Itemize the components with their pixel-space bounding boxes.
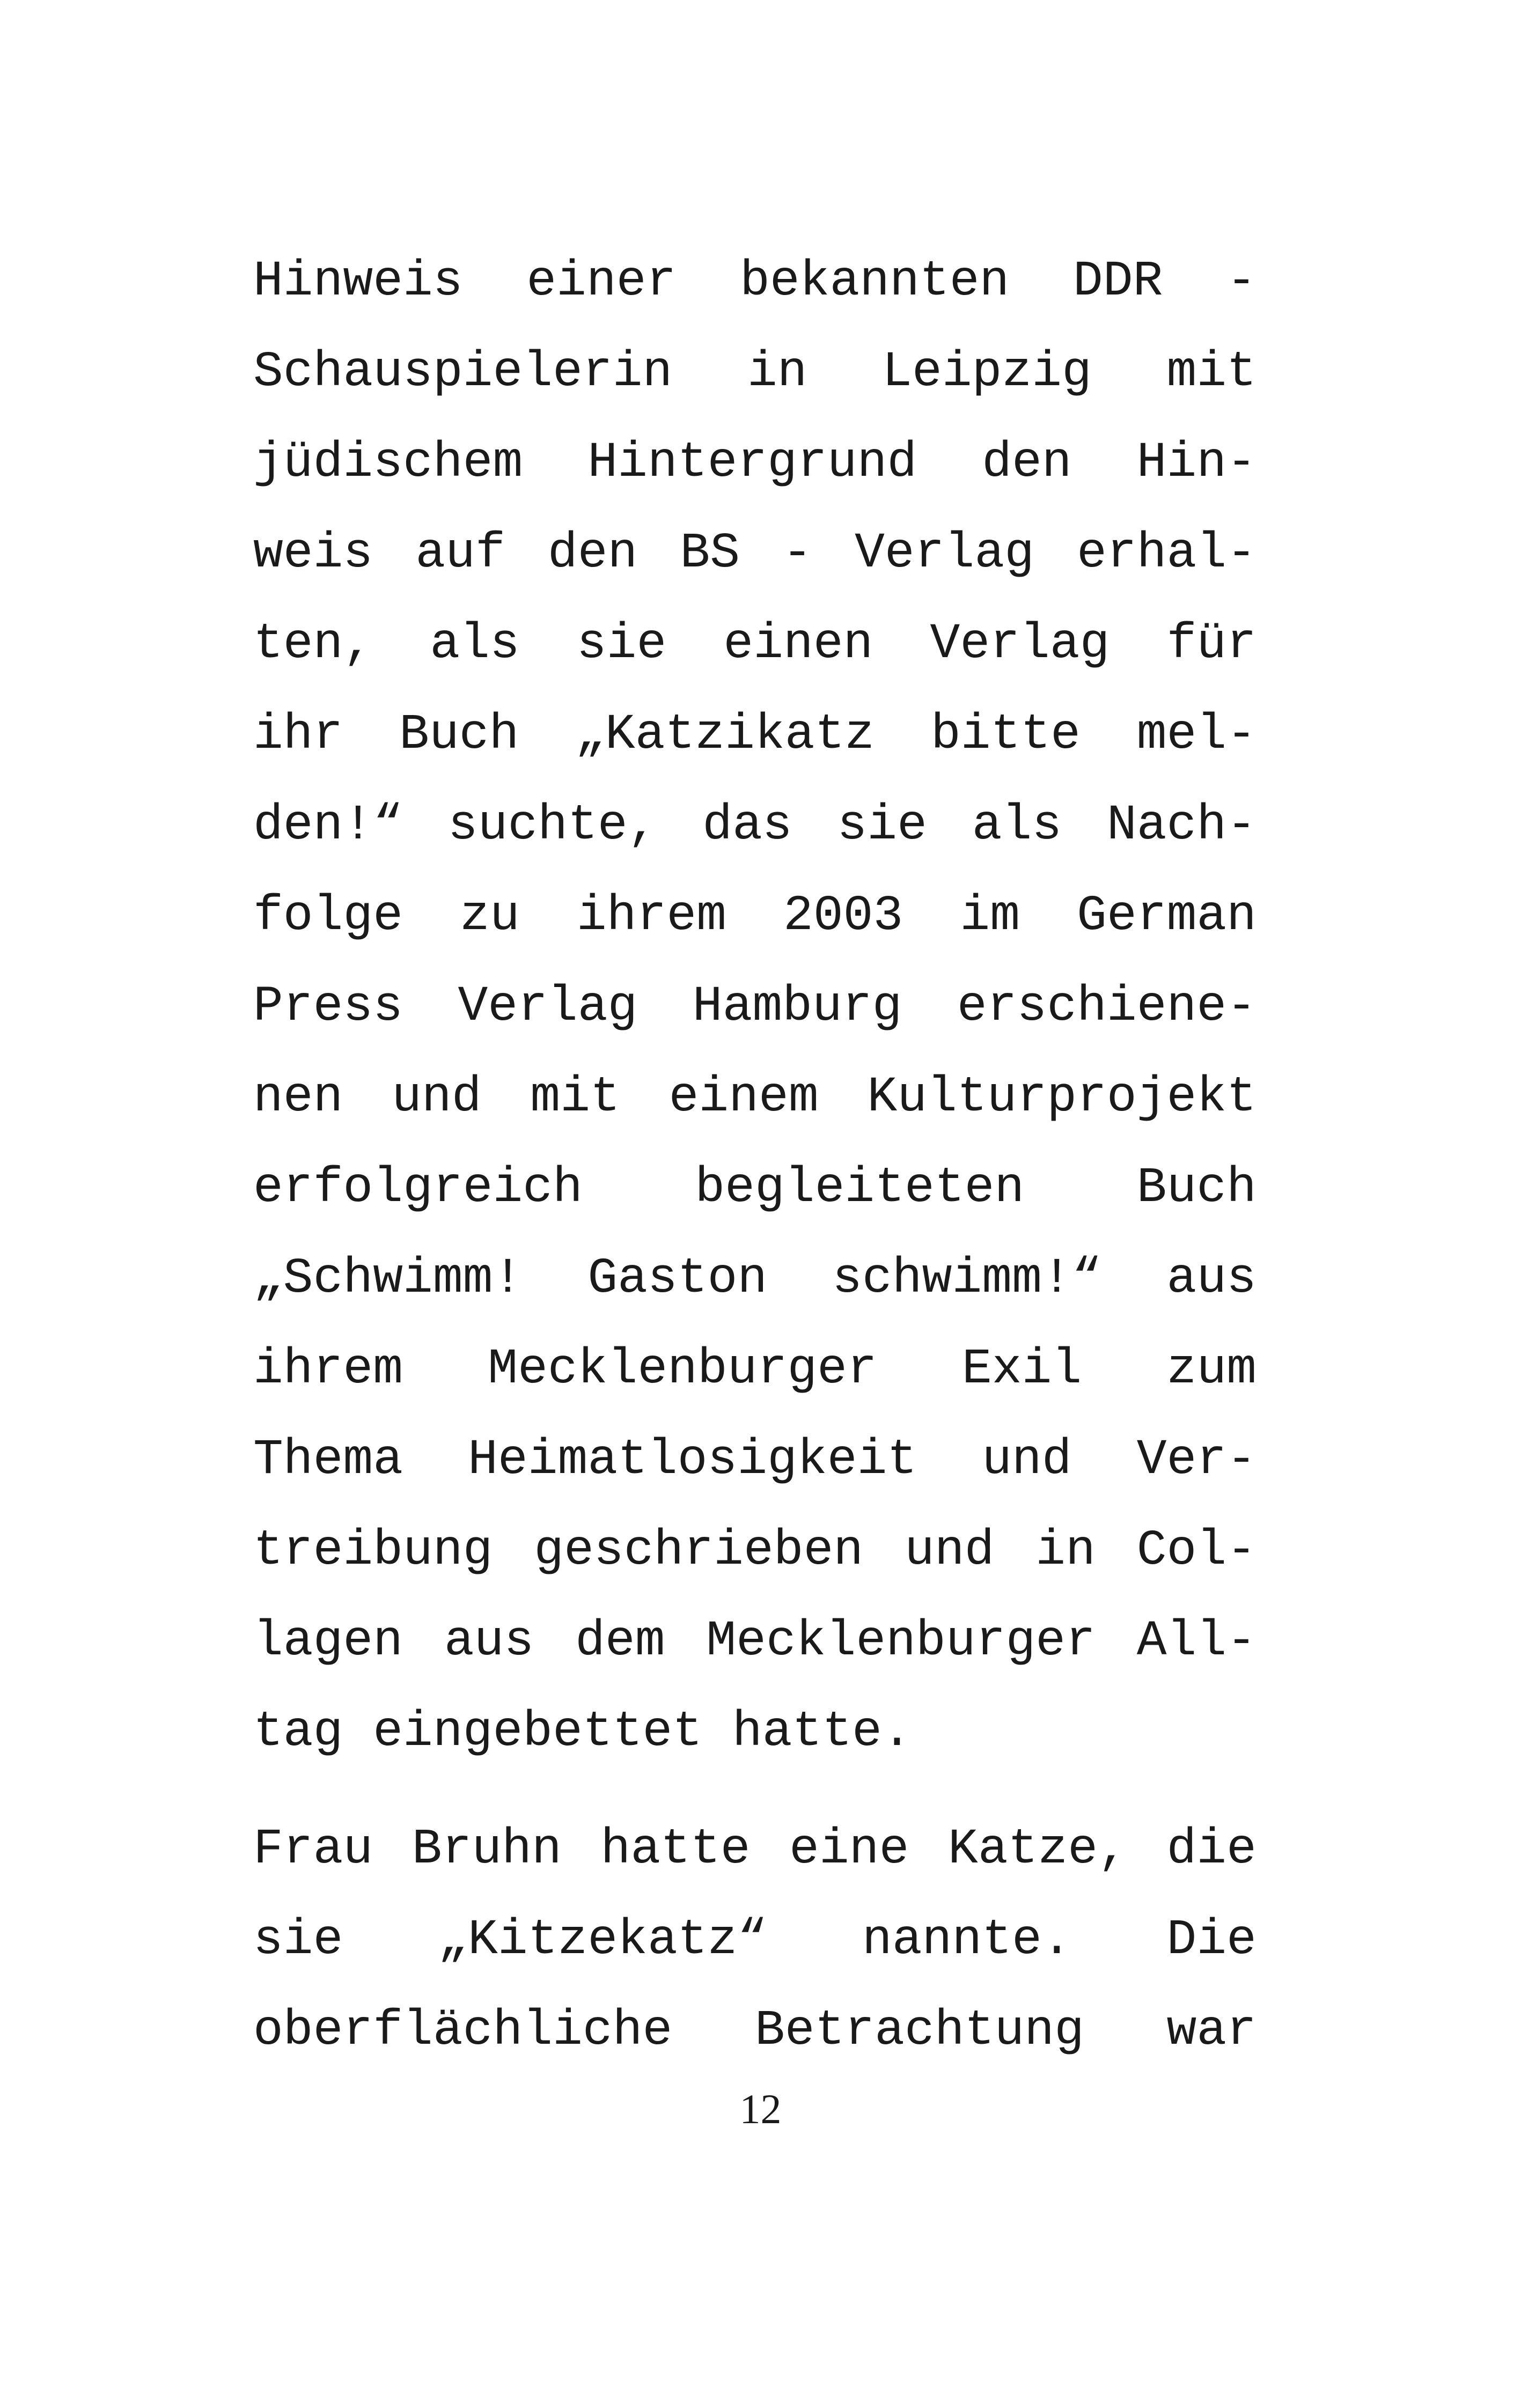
text-line: Press Verlag Hamburg erschiene- [253,978,1257,1035]
text-line: Thema Heimatlosigkeit und Ver- [253,1432,1257,1488]
text-line: ihr Buch „Katzikatz bitte mel- [253,706,1257,763]
text-line: folge zu ihrem 2003 im German [253,888,1257,944]
text-line: lagen aus dem Mecklenburger All- [253,1613,1257,1669]
text-line: ten, als sie einen Verlag für [253,616,1257,672]
text-line: Hinweis einer bekannten DDR - [253,253,1257,310]
text-line: ihrem Mecklenburger Exil zum [253,1341,1257,1397]
text-line: sie „Kitzekatz“ nannte. Die [253,1912,1257,1968]
text-line: tag eingebettet hatte. [253,1704,912,1760]
text-line: weis auf den BS - Verlag erhal- [253,525,1257,581]
text-line: nen und mit einem Kulturprojekt [253,1069,1257,1125]
text-line: erfolgreich begleiteten Buch [253,1160,1257,1216]
text-line: jüdischem Hintergrund den Hin- [253,435,1257,491]
paragraph-2 [253,1804,1257,2076]
page-number: 12 [739,2086,782,2132]
text-line: Schauspielerin in Leipzig mit [253,344,1257,400]
paragraph-1 [253,236,1257,1777]
text-line: den!“ suchte, das sie als Nach- [253,797,1257,853]
text-line: treibung geschrieben und in Col- [253,1522,1257,1579]
text-line: oberflächliche Betrachtung war [253,2002,1257,2059]
text-line: „Schwimm! Gaston schwimm!“ aus [253,1250,1257,1307]
text-line: Frau Bruhn hatte eine Katze, die [253,1821,1257,1877]
